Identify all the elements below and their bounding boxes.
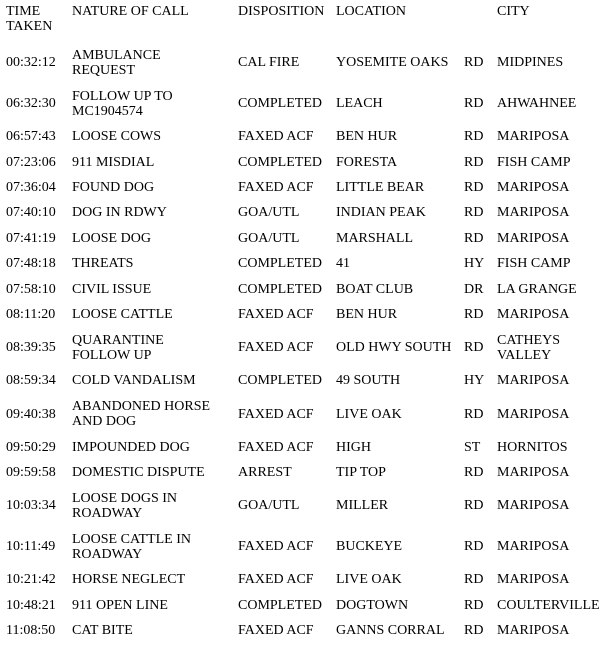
- city-line: AHWAHNEE: [497, 96, 577, 111]
- table-row: [0, 226, 612, 251]
- street-suffix-cell: RD: [464, 205, 484, 221]
- location-cell: LIVE OAK: [336, 572, 402, 588]
- city-cell: [497, 175, 612, 200]
- disposition-cell: FAXED ACF: [238, 306, 314, 322]
- table-row: [0, 368, 612, 393]
- disposition-cell: FAXED ACF: [238, 623, 314, 639]
- disposition-cell: COMPLETED: [238, 281, 322, 297]
- table-row: [0, 526, 612, 567]
- nature-of-call-cell: [72, 485, 238, 526]
- nature-of-call-cell: [72, 327, 238, 368]
- nature-of-call-cell: [72, 251, 238, 276]
- nature-of-call-cell: [72, 368, 238, 393]
- nature-of-call-line: LOOSE CATTLE IN: [72, 531, 191, 547]
- table-row: [0, 149, 612, 174]
- city-cell: [497, 83, 612, 124]
- nature-of-call-line: 911 OPEN LINE: [72, 597, 168, 613]
- city-cell: [497, 276, 612, 301]
- nature-of-call-line: LOOSE DOG: [72, 230, 151, 246]
- street-suffix-cell: RD: [464, 623, 484, 639]
- table-row: [0, 327, 612, 368]
- header-disposition: DISPOSITION: [238, 4, 325, 19]
- street-suffix-cell: ST: [464, 439, 481, 455]
- city-line: MARIPOSA: [497, 539, 570, 555]
- table-row: [0, 435, 612, 460]
- location-cell: LITTLE BEAR: [336, 179, 425, 195]
- nature-of-call-line: FOLLOW UP TO: [72, 88, 173, 104]
- city-line: MARIPOSA: [497, 129, 570, 145]
- street-suffix-cell: RD: [464, 96, 484, 111]
- city-line: MARIPOSA: [497, 623, 570, 639]
- street-suffix-cell: RD: [464, 340, 484, 356]
- location-cell: BUCKEYE: [336, 539, 403, 555]
- street-suffix-cell: HY: [464, 373, 485, 389]
- location-cell: FORESTA: [336, 154, 398, 170]
- nature-of-call-cell: [72, 526, 238, 567]
- table-row: [0, 42, 612, 83]
- street-suffix-cell: RD: [464, 498, 484, 514]
- city-line: MIDPINES: [497, 55, 564, 70]
- nature-of-call-line: DOMESTIC DISPUTE: [72, 465, 205, 481]
- call-log-body: [0, 42, 612, 643]
- nature-of-call-cell: [72, 200, 238, 225]
- location-cell: LIVE OAK: [336, 406, 402, 422]
- location-cell: BEN HUR: [336, 129, 398, 145]
- header-nature-of-call: NATURE OF CALL: [72, 4, 189, 19]
- disposition-cell: FAXED ACF: [238, 572, 314, 588]
- time-taken-cell: 06:32:30: [6, 96, 56, 111]
- time-taken-cell: 11:08:50: [6, 623, 56, 639]
- city-line: MARIPOSA: [497, 230, 570, 246]
- time-taken-cell: 08:39:35: [6, 340, 56, 356]
- city-cell: [497, 302, 612, 327]
- nature-of-call-cell: [72, 149, 238, 174]
- city-cell: [497, 124, 612, 149]
- location-cell: 41: [336, 256, 350, 272]
- street-suffix-cell: RD: [464, 55, 484, 70]
- nature-of-call-cell: [72, 302, 238, 327]
- city-cell: [497, 368, 612, 393]
- city-cell: [497, 226, 612, 251]
- nature-of-call-cell: [72, 394, 238, 435]
- street-suffix-cell: RD: [464, 465, 484, 481]
- location-cell: OLD HWY SOUTH: [336, 340, 452, 356]
- city-line: VALLEY: [497, 347, 552, 363]
- nature-of-call-line: DOG IN RDWY: [72, 205, 167, 221]
- city-line: MARIPOSA: [497, 205, 570, 221]
- table-row: [0, 485, 612, 526]
- disposition-cell: FAXED ACF: [238, 439, 314, 455]
- location-cell: LEACH: [336, 96, 383, 111]
- table-row: [0, 302, 612, 327]
- location-cell: TIP TOP: [336, 465, 386, 481]
- header-location: LOCATION: [336, 4, 406, 19]
- location-cell: YOSEMITE OAKS: [336, 55, 449, 70]
- disposition-cell: ARREST: [238, 465, 292, 481]
- table-row: [0, 567, 612, 592]
- nature-of-call-line: CIVIL ISSUE: [72, 281, 152, 297]
- city-line: FISH CAMP: [497, 154, 571, 170]
- header-time-line-1: TIME: [6, 4, 41, 19]
- street-suffix-cell: RD: [464, 230, 484, 246]
- nature-of-call-line: QUARANTINE: [72, 332, 164, 348]
- time-taken-cell: 07:23:06: [6, 154, 56, 170]
- time-taken-cell: 07:48:18: [6, 256, 56, 272]
- nature-of-call-line: ROADWAY: [72, 505, 143, 521]
- street-suffix-cell: RD: [464, 179, 484, 195]
- location-cell: BEN HUR: [336, 306, 398, 322]
- time-taken-cell: 08:59:34: [6, 373, 56, 389]
- table-row: [0, 175, 612, 200]
- nature-of-call-line: ROADWAY: [72, 546, 143, 562]
- nature-of-call-line: FOUND DOG: [72, 179, 155, 195]
- table-row: [0, 394, 612, 435]
- nature-of-call-line: AMBULANCE: [72, 47, 161, 63]
- city-cell: [497, 485, 612, 526]
- table-row: [0, 460, 612, 485]
- city-line: MARIPOSA: [497, 179, 570, 195]
- location-cell: BOAT CLUB: [336, 281, 414, 297]
- nature-of-call-line: LOOSE COWS: [72, 129, 162, 145]
- city-cell: [497, 435, 612, 460]
- time-taken-cell: 09:40:38: [6, 406, 56, 422]
- location-cell: GANNS CORRAL: [336, 623, 445, 639]
- nature-of-call-cell: [72, 42, 238, 83]
- nature-of-call-cell: [72, 435, 238, 460]
- time-taken-cell: 00:32:12: [6, 55, 56, 70]
- street-suffix-cell: RD: [464, 406, 484, 422]
- time-taken-cell: 07:40:10: [6, 205, 56, 221]
- nature-of-call-cell: [72, 618, 238, 643]
- time-taken-cell: 07:41:19: [6, 230, 56, 246]
- city-line: COULTERVILLE: [497, 597, 600, 613]
- nature-of-call-line: 911 MISDIAL: [72, 154, 155, 170]
- location-cell: INDIAN PEAK: [336, 205, 426, 221]
- disposition-cell: FAXED ACF: [238, 129, 314, 145]
- time-taken-cell: 09:59:58: [6, 465, 56, 481]
- city-cell: [497, 460, 612, 485]
- nature-of-call-cell: [72, 460, 238, 485]
- city-cell: [497, 42, 612, 83]
- nature-of-call-line: COLD VANDALISM: [72, 373, 196, 389]
- nature-of-call-line: LOOSE DOGS IN: [72, 490, 177, 506]
- disposition-cell: COMPLETED: [238, 96, 322, 111]
- disposition-cell: GOA/UTL: [238, 205, 300, 221]
- nature-of-call-line: REQUEST: [72, 62, 135, 78]
- street-suffix-cell: RD: [464, 572, 484, 588]
- city-line: MARIPOSA: [497, 373, 570, 389]
- city-cell: [497, 149, 612, 174]
- nature-of-call-line: MC1904574: [72, 103, 143, 119]
- nature-of-call-cell: [72, 124, 238, 149]
- disposition-cell: FAXED ACF: [238, 539, 314, 555]
- disposition-cell: COMPLETED: [238, 256, 322, 272]
- table-row: [0, 83, 612, 124]
- disposition-cell: FAXED ACF: [238, 179, 314, 195]
- nature-of-call-line: THREATS: [72, 256, 134, 272]
- disposition-cell: FAXED ACF: [238, 406, 314, 422]
- city-line: MARIPOSA: [497, 406, 570, 422]
- city-cell: [497, 567, 612, 592]
- city-cell: [497, 618, 612, 643]
- city-line: FISH CAMP: [497, 256, 571, 272]
- city-cell: [497, 394, 612, 435]
- city-line: HORNITOS: [497, 439, 568, 455]
- location-cell: MARSHALL: [336, 230, 414, 246]
- nature-of-call-line: AND DOG: [72, 414, 137, 430]
- city-cell: [497, 251, 612, 276]
- time-taken-cell: 09:50:29: [6, 439, 56, 455]
- street-suffix-cell: RD: [464, 597, 484, 613]
- nature-of-call-cell: [72, 276, 238, 301]
- disposition-cell: COMPLETED: [238, 597, 322, 613]
- location-cell: 49 SOUTH: [336, 373, 401, 389]
- disposition-cell: COMPLETED: [238, 373, 322, 389]
- city-line: MARIPOSA: [497, 498, 570, 514]
- street-suffix-cell: RD: [464, 539, 484, 555]
- nature-of-call-line: HORSE NEGLECT: [72, 572, 186, 588]
- nature-of-call-line: CAT BITE: [72, 623, 133, 639]
- table-row: [0, 618, 612, 643]
- disposition-cell: FAXED ACF: [238, 340, 314, 356]
- table-row: [0, 276, 612, 301]
- time-taken-cell: 08:11:20: [6, 306, 56, 322]
- time-taken-cell: 06:57:43: [6, 129, 56, 145]
- header-row: [0, 4, 612, 42]
- time-taken-cell: 07:58:10: [6, 281, 56, 297]
- time-taken-cell: 10:03:34: [6, 498, 56, 514]
- header-suffix: [464, 4, 497, 42]
- table-row: [0, 200, 612, 225]
- city-line: MARIPOSA: [497, 306, 570, 322]
- street-suffix-cell: RD: [464, 154, 484, 170]
- disposition-cell: GOA/UTL: [238, 498, 300, 514]
- location-cell: HIGH: [336, 439, 371, 455]
- nature-of-call-cell: [72, 175, 238, 200]
- header-time-line-2: TAKEN: [6, 19, 53, 34]
- time-taken-cell: 10:48:21: [6, 597, 56, 613]
- nature-of-call-line: IMPOUNDED DOG: [72, 439, 190, 455]
- street-suffix-cell: RD: [464, 129, 484, 145]
- header-time-taken: [0, 4, 72, 42]
- header-city: CITY: [497, 4, 530, 19]
- city-line: MARIPOSA: [497, 572, 570, 588]
- city-cell: [497, 593, 612, 618]
- table-row: [0, 251, 612, 276]
- street-suffix-cell: HY: [464, 256, 485, 272]
- table-row: [0, 593, 612, 618]
- disposition-cell: COMPLETED: [238, 154, 322, 170]
- time-taken-cell: 10:21:42: [6, 572, 56, 588]
- location-cell: MILLER: [336, 498, 389, 514]
- location-cell: DOGTOWN: [336, 597, 409, 613]
- time-taken-cell: 07:36:04: [6, 179, 56, 195]
- city-cell: [497, 327, 612, 368]
- disposition-cell: GOA/UTL: [238, 230, 300, 246]
- nature-of-call-cell: [72, 226, 238, 251]
- city-line: LA GRANGE: [497, 281, 577, 297]
- nature-of-call-line: FOLLOW UP: [72, 347, 152, 363]
- call-log-table: [0, 4, 612, 643]
- nature-of-call-cell: [72, 593, 238, 618]
- time-taken-cell: 10:11:49: [6, 539, 56, 555]
- city-line: MARIPOSA: [497, 465, 570, 481]
- street-suffix-cell: DR: [464, 281, 484, 297]
- city-cell: [497, 526, 612, 567]
- disposition-cell: CAL FIRE: [238, 55, 300, 70]
- city-line: CATHEYS: [497, 332, 561, 348]
- nature-of-call-line: LOOSE CATTLE: [72, 306, 173, 322]
- nature-of-call-cell: [72, 567, 238, 592]
- nature-of-call-cell: [72, 83, 238, 124]
- nature-of-call-line: ABANDONED HORSE: [72, 399, 211, 415]
- city-cell: [497, 200, 612, 225]
- street-suffix-cell: RD: [464, 306, 484, 322]
- table-row: [0, 124, 612, 149]
